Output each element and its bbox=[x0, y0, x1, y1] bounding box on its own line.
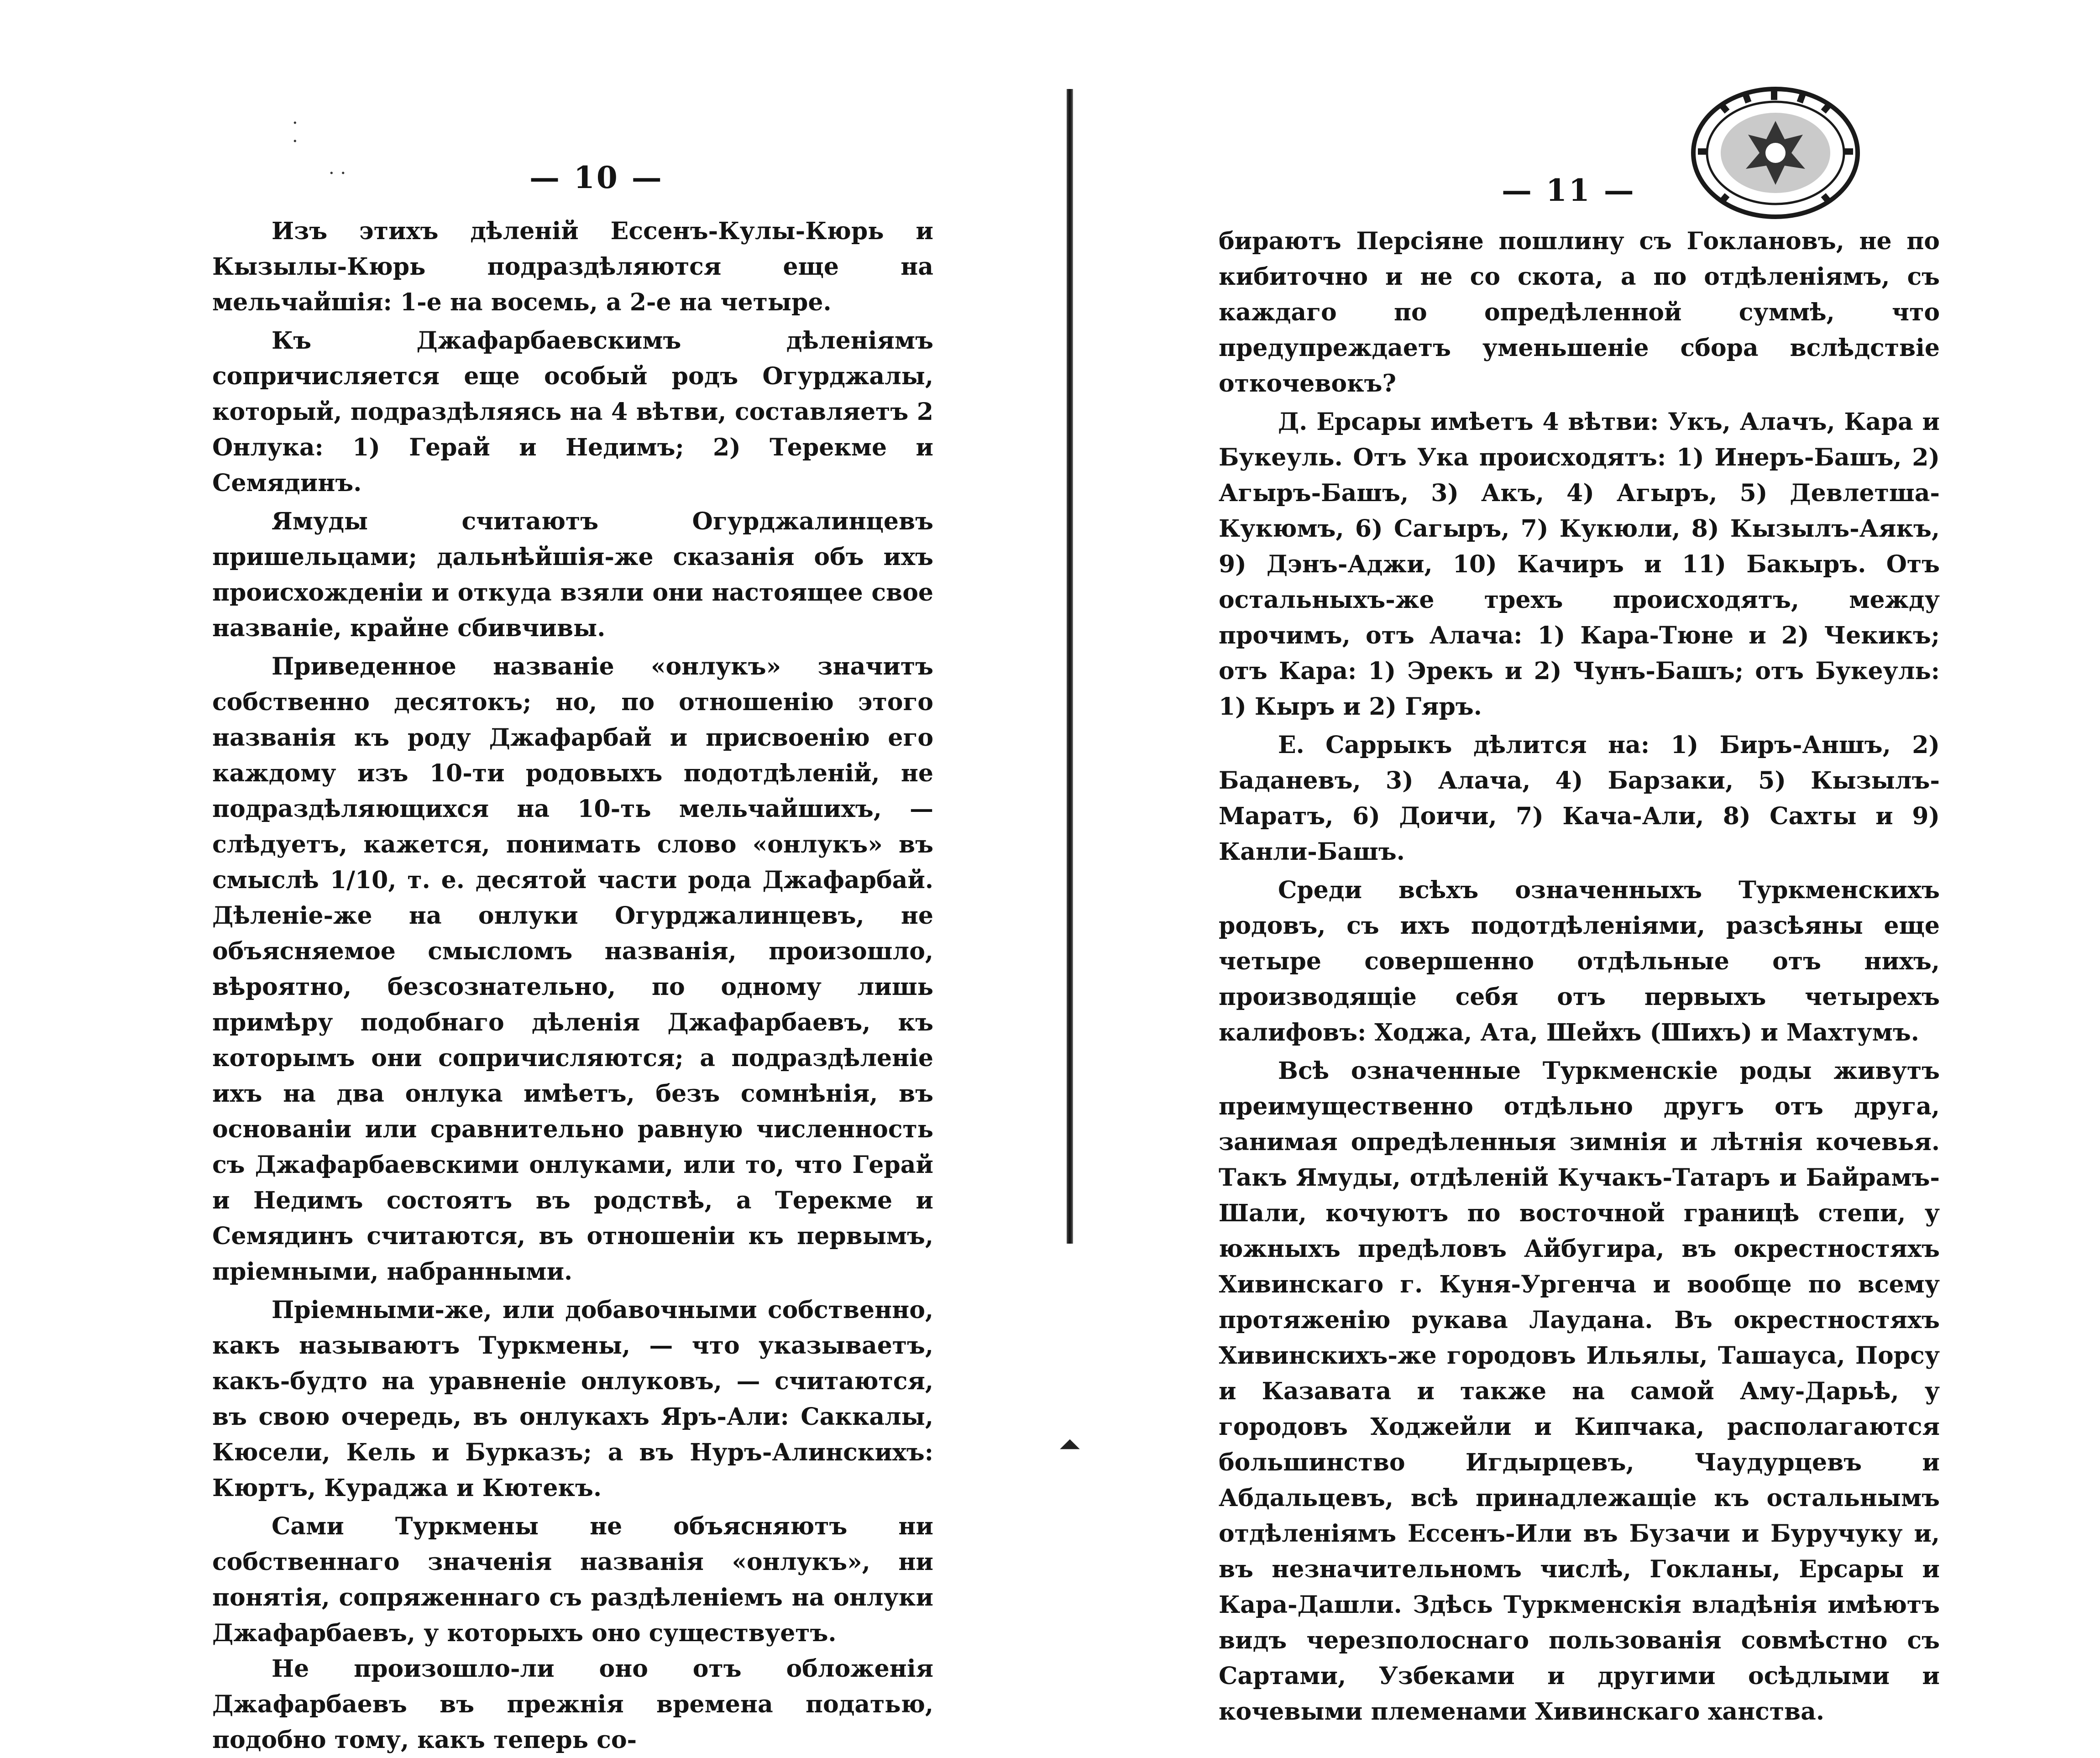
paragraph: Изъ этихъ дѣленій Ессенъ-Кулы-Кюрь и Кызылы-Кюрь подраздѣляются еще на мельчайшія: 1-е на восемь, а 2-е на четыре. bbox=[212, 217, 933, 316]
paragraph: Е. Саррыкъ дѣлится на: 1) Биръ-Аншъ, 2) Баданевъ, 3) Алача, 4) Барзаки, 5) Кызылъ-Маратъ, 6) Доичи, 7) Кача-Али, 8) Сахты и 9) Канли-Башъ. bbox=[1219, 731, 1940, 866]
spine-ornament-icon: ⏶ bbox=[1059, 1428, 1081, 1460]
page-text bbox=[1219, 224, 1940, 1730]
paragraph: Къ Джафарбаевскимъ дѣленіямъ сопричисляется еще особый родъ Огурджалы, который, подраздѣляясь на 4 вѣтви, составляетъ 2 Онлука: 1) Герай и Недимъ; 2) Терекме и Семядинъ. bbox=[212, 327, 933, 497]
paragraph: Не произошло-ли оно отъ обложенія Джафарбаевъ въ прежнія времена податью, подобно тому, какъ теперь со- bbox=[212, 1655, 933, 1754]
paragraph: Ямуды считаютъ Огурджалинцевъ пришельцами; дальнѣйшія-же сказанія объ ихъ происхожденіи и откуда взяли они настоящее свое названіе, крайне сбивчивы. bbox=[212, 508, 933, 642]
paragraph: Всѣ означенные Туркменскіе роды живутъ преимущественно отдѣльно другъ отъ друга, занимая опредѣленныя зимнія и лѣтнія кочевья. Такъ Ямуды, отдѣленій Кучакъ-Татаръ и Байрамъ-Шали, кочуютъ по восточной границѣ степи, у южныхъ предѣловъ Айбугира, въ окрестностяхъ Хивинскаго г. Куня-Ургенча и вообще по всему протяженію рукава Лаудана. Въ окрестностяхъ Хивинскихъ-же городовъ Ильялы, Ташауса, Порсу и Казавата и также на самой Аму-Дарьѣ, у городовъ Ходжейли и Кипчака, располагаются большинство Игдырцевъ, Чаудурцевъ и Абдальцевъ, всѣ принадлежащіе къ остальнымъ отдѣленіямъ Ессенъ-Или въ Бузачи и Буручуку и, въ незначительномъ числѣ, Гокланы, Ерсары и Кара-Дашли. Здѣсь Туркменскія владѣнія имѣютъ видъ черезполоснаго пользованія совмѣстно съ Сартами, Узбеками и другими осѣдлыми и кочевыми племенами Хивинскаго ханства. bbox=[1219, 1057, 1940, 1726]
paragraph: Д. Ерсары имѣетъ 4 вѣтви: Укъ, Алачъ, Кара и Букеуль. Отъ Ука происходятъ: 1) Инеръ-Башъ, 2) Агыръ-Башъ, 3) Акъ, 4) Агыръ, 5) Девлетша-Кукюмъ, 6) Сагыръ, 7) Кукюли, 8) Кызылъ-Аякъ, 9) Дэнъ-Аджи, 10) Качиръ и 11) Бакыръ. Отъ остальныхъ-же трехъ происходятъ, между прочимъ, отъ Алача: 1) Кара-Тюне и 2) Чекикъ; отъ Кара: 1) Эрекъ и 2) Чунъ-Башъ; отъ Букеуль: 1) Кыръ и 2) Гяръ. bbox=[1219, 408, 1940, 721]
paragraph: Среди всѣхъ означенныхъ Туркменскихъ родовъ, съ ихъ подотдѣленіями, разсѣяны еще четыре совершенно отдѣльные отъ нихъ, производящіе себя отъ первыхъ четырехъ калифовъ: Ходжа, Ата, Шейхъ (Шихъ) и Махтумъ. bbox=[1219, 876, 1940, 1046]
paragraph: Пріемными-же, или добавочными собственно, какъ называютъ Туркмены, — что указываетъ, какъ-будто на уравненіе онлуковъ, — считаются, въ свою очередь, въ онлукахъ Яръ-Али: Саккалы, Кюсели, Кель и Бурказъ; а въ Нуръ-Алинскихъ: Кюртъ, Кураджа и Кютекъ. bbox=[212, 1296, 933, 1502]
paragraph: Приведенное названіе «онлукъ» значитъ собственно десятокъ; но, по отношенію этого названія къ роду Джафарбай и присвоенію его каждому изъ 10-ти родовыхъ подотдѣленій, не подраздѣляющихся на 10-ть мельчайшихъ, — слѣдуетъ, кажется, понимать слово «онлукъ» въ смыслѣ 1/10, т. е. десятой части рода Джафарбай. Дѣленіе-же на онлуки Огурджалинцевъ, не объясняемое смысломъ названія, произошло, вѣроятно, безсознательно, по одному лишь примѣру подобнаго дѣленія Джафарбаевъ, къ которымъ они сопричисляются; а подраздѣленіе ихъ на два онлука имѣетъ, безъ сомнѣнія, въ основаніи или сравнительно равную численность съ Джафарбаевскими онлуками, или то, что Герай и Недимъ состоятъ въ родствѣ, а Терекме и Семядинъ считаются, въ отношеніи къ первымъ, пріемными, набранными. bbox=[212, 653, 933, 1286]
library-stamp-icon bbox=[1689, 84, 1862, 221]
speck-marks: · · bbox=[329, 163, 346, 184]
page-number: — 10 — bbox=[529, 160, 664, 195]
page-text bbox=[212, 214, 933, 1758]
paragraph: Сами Туркмены не объясняютъ ни собственнаго значенія названія «онлукъ», ни понятія, сопряженнаго съ раздѣленіемъ на онлуки Джафарбаевъ, у которыхъ оно существуетъ. bbox=[212, 1512, 933, 1647]
right-page bbox=[1063, 0, 2100, 1726]
speck-marks: · · bbox=[292, 113, 298, 152]
page-number: — 11 — bbox=[1502, 173, 1636, 208]
paragraph: бираютъ Персіяне пошлину съ Гоклановъ, не по кибиточно и не со скота, а по отдѣленіямъ, съ каждаго по опредѣленной суммѣ, что предупреждаетъ уменьшеніе сбора вслѣдствіе откочевокъ? bbox=[1219, 227, 1940, 398]
